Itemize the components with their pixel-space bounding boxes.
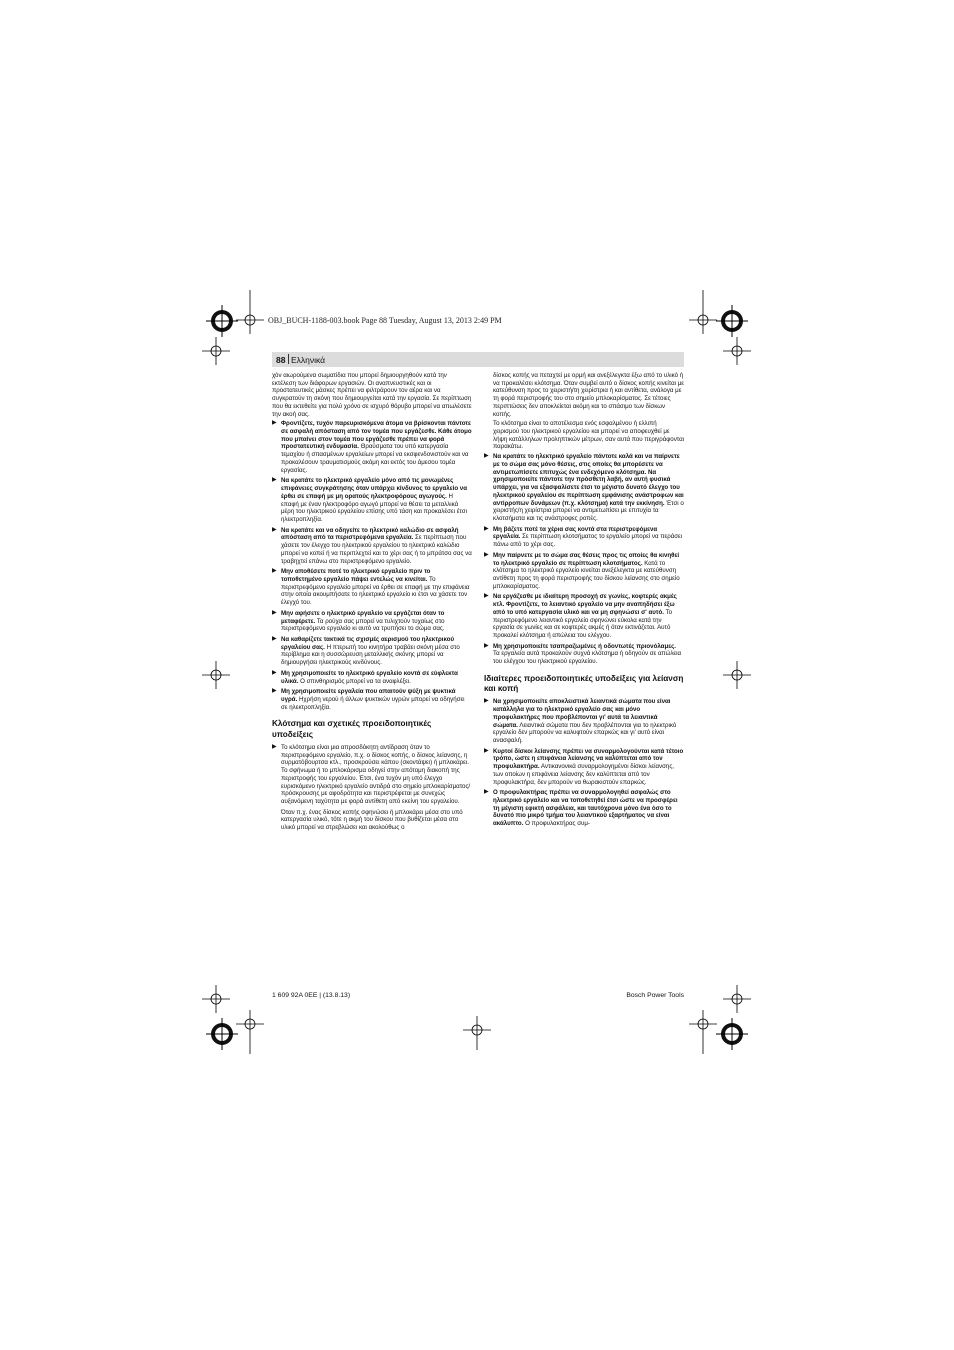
item-text: Ο σπινθηρισμός μπορεί να τα αναφλέξει.: [298, 677, 411, 685]
item-text: Όταν π.χ. ένας δίσκος κοπής σφηνώσει ή μπλοκάρει μέσα στο υπό κατεργασία υλικό, τότε η ακμή του δίσκου που βυθίζεται μέσα στο υλικό μπορεί να στρεβλώσει και ακολούθως ο: [281, 808, 463, 832]
item-text: Σε περίπτωση που χάσετε τον έλεγχο του ηλεκτρικού εργαλείου το ηλεκτρικό καλώδιο μπορεί να κοπεί ή να περιπλεχτεί και το χέρι σας ή το μπράτσο σας να τραβηχτεί επάνω στο περιστρεφόμενο εργαλείο.: [281, 534, 472, 565]
registration-mark-icon: [716, 1018, 748, 1050]
crosshair-icon: [689, 290, 717, 334]
bullet-arrow-icon: ▶: [484, 642, 489, 649]
bullet-arrow-icon: ▶: [272, 609, 277, 616]
item-text: Τα εργαλεία αυτά προκαλούν συχνά κλότσημα ή οδηγούν σε απώλεια του ελέγχου του ηλεκτρικού εργαλείου.: [493, 650, 682, 666]
item-text: Αντικανονικά συναρμολογημένοι δίσκοι λείανσης, των οποίων η επιφάνεια λείανσης δεν καλύπτεται από τον προφυλακτήρα, δεν μπορούν να θωρακιστούν επαρκώς.: [493, 763, 674, 786]
item-text: Το περιστρεφόμενο εργαλείο μπορεί να έρθει σε επαφή με την επιφάνεια στην οποία ακουμπήσατε το ηλεκτρικό εργαλείο κι έτσι να χάσετε τον έλεγχό του.: [281, 575, 470, 607]
bullet-arrow-icon: ▶: [272, 568, 277, 575]
item-text: Τα ρούχα σας μπορεί να τυλιχτούν τυχαίως στο περιστρεφόμενο εργαλείο κι αυτό να τρυπήσει το σώμα σας.: [281, 617, 445, 633]
list-item: [484, 643, 684, 666]
header-divider: [288, 354, 289, 364]
list-item: [272, 670, 472, 685]
item-bold: Μη χρησιμοποιείτε το ηλεκτρικό εργαλείο κοντά σε εύφλεκτα υλικά.: [281, 669, 458, 685]
item-bold: Να κρατάτε και να οδηγείτε το ηλεκτρικό καλώδιο σε ασφαλή απόσταση από τα περιστρεφόμενα εργαλεία.: [281, 526, 459, 542]
continuation: [272, 809, 472, 832]
registration-mark-icon: [206, 1018, 238, 1050]
list-item: [484, 552, 684, 591]
footer-brand: Bosch Power Tools: [626, 992, 684, 999]
crosshair-icon: [723, 337, 751, 365]
list-item: [484, 748, 684, 787]
crosshair-icon: [202, 661, 230, 689]
list-item: [272, 568, 472, 607]
list-item: [484, 698, 684, 744]
list-item: [272, 610, 472, 633]
bullet-arrow-icon: ▶: [484, 789, 489, 796]
bullet-arrow-icon: ▶: [272, 526, 277, 533]
bullet-arrow-icon: ▶: [272, 477, 277, 484]
list-item: [272, 636, 472, 667]
list-item: [484, 526, 684, 549]
item-bold: Μη χρησιμοποιείτε τσαπραζωμένες ή οδοντωτές πριονόλαμες.: [493, 642, 677, 650]
item-text: Θραύσματα του υπό κατεργασία τεμαχίου ή σπασμένων εργαλείων μπορεί να εκσφενδονιστούν και να προκαλέσουν τραυματισμούς ακόμη και εκτός του άμεσου τομέα εργασίας.: [281, 443, 469, 474]
section-heading: Ιδιαίτερες προειδοποιητικές υποδείξεις για λείανση και κοπή: [484, 673, 684, 694]
bullet-arrow-icon: ▶: [272, 420, 277, 427]
crosshair-icon: [689, 1010, 717, 1054]
item-bold: Κυρτοί δίσκοι λείανσης πρέπει να συναρμολογούνται κατά τέτοιο τρόπο, ώστε η επιφάνεια λείανσης να καλύπτεται από τον προφυλακτήρα.: [493, 747, 684, 771]
bullet-arrow-icon: ▶: [272, 743, 277, 750]
item-bold: Μην αποθέσετε ποτέ το ηλεκτρικό εργαλείο πριν το τοποθετημένο εργαλείο πάψει εντελώς να κινείται.: [281, 568, 431, 583]
item-text: Ο προφυλακτήρας συμ-: [523, 820, 590, 828]
list-item: [272, 420, 472, 474]
item-text: Το περιστρεφόμενο λειαντικό εργαλείο σφηνώνει εύκολα κατά την εργασία σε γωνίες και σε κοφτερές ακμές ή όταν εκτινάζεται. Αυτό προκαλεί κλότσημα ή απώλεια του ελέγχου.: [493, 608, 673, 639]
section-language: Ελληνικά: [291, 355, 326, 365]
registration-mark-icon: [206, 305, 238, 337]
crosshair-icon: [723, 985, 751, 1013]
item-bold: Να εργάζεσθε με ιδιαίτερη προσοχή σε γωνίες, κοφτερές ακμές κτλ. Φροντίζετε, το λειαντικό εργαλείο να μην αναπηδήσει έξω από το υπό κατεργασία υλικό και να μη σφηνώσει σ' αυτό.: [493, 593, 677, 616]
list-item: [272, 527, 472, 566]
item-text: Η πτερωτή του κινητήρα τραβάει σκόνη μέσα στο περίβλημα και η συσσώρευση μεταλλικής σκόνης μπορεί να δημιουργήσει ηλεκτρικούς κινδύνους.: [281, 643, 460, 667]
footer-doc-id: 1 609 92A 0EE | (13.8.13): [272, 992, 351, 999]
item-text: Το κλότσημα είναι μια απροσδόκητη αντίδραση όταν το περιστρεφόμενο εργαλείο, π.χ. ο δίσκος κοπής, ο δίσκος λείανσης, η συρματόβουρτσα κτλ., προσκρούσει κάπου (σκοντάψει) ή μπλοκάρει. Το σφήνωμα ή το μπλοκάρισμα οδηγεί στην απότομη διακοπή της περιστροφής του εργαλείου. Έτσι, ένα τυχόν μη υπό έλεγχο ευρισκόμενο ηλεκτρικό εργαλείο αντιδρά στο σημείο μπλοκαρίσματος/πρόσκρουσης με αφοδρότητα και περιστρέφεται με συνεχώς αυξανόμενη ταχύτητα με φορά αντίθετη από εκείνη του εργαλείου.: [281, 743, 471, 805]
intro-paragraph: Το κλότσημα είναι το αποτέλεσμα ενός εσφαλμένου ή ελλιπή χειρισμού του ηλεκτρικού εργαλείου και μπορεί να αποφευχθεί με λήψη κατάλληλων προληπτικών μέτρων, σαν αυτά που περιγράφονται παρακάτω.: [493, 420, 685, 451]
left-column: [272, 372, 472, 834]
bullet-arrow-icon: ▶: [484, 698, 489, 705]
item-text: Λειαντικά σώματα που δεν προβλέπονται για το ηλεκτρικό εργαλείο δεν μπορούν να καλυφτούν επαρκώς και γι' αυτό είναι ανασφαλή.: [493, 721, 677, 744]
item-bold: Να καθαρίζετε τακτικά τις σχισμές αερισμού του ηλεκτρικού εργαλείου σας.: [281, 636, 455, 651]
list-item: [484, 453, 684, 522]
page-header-bar: [272, 352, 684, 367]
item-bold: Μην αφήσετε ο ηλεκτρικό εργαλείο να εργάζεται όταν το μεταφέρετε.: [281, 609, 445, 625]
print-slug: OBJ_BUCH-1188-003.book Page 88 Tuesday, August 13, 2013 2:49 PM: [268, 316, 502, 325]
bullet-arrow-icon: ▶: [484, 525, 489, 532]
bullet-arrow-icon: ▶: [484, 747, 489, 754]
item-bold: Φροντίζετε, τυχόν παρευρισκόμενα άτομα να βρίσκονται πάντοτε σε ασφαλή απόσταση από τον τομέα που εργάζεσθε. Κάθε άτομο που μπαίνει στον τομέα που εργάζεσθε πρέπει να φορά προστατευτική ενδυμασία.: [281, 420, 472, 451]
intro-paragraph: δίσκος κοπής να πεταχτεί με ορμή και ανεξέλεγκτα έξω από το υλικό ή να προκαλέσει κλότσημα. Όταν συμβεί αυτό ο δίσκος κοπής κινείται με κατεύθυνση προς το χειριστή/τη χειρίστρια ή και αντίθετα, ανάλογα με τη φορά περιστροφής του στο σημείο μπλοκαρίσματος. Σε τέτοιες περιπτώσεις δεν αποκλείεται ακόμη και το σπάσιμο των δίσκων κοπής.: [493, 372, 684, 418]
bullet-arrow-icon: ▶: [272, 636, 277, 642]
bullet-arrow-icon: ▶: [484, 453, 489, 460]
list-item: [272, 688, 472, 711]
crosshair-icon: [236, 1010, 264, 1054]
list-item: [272, 744, 472, 806]
item-bold: Μην παίρνετε με το σώμα σας θέσεις προς τις οποίες θα κινηθεί το ηλεκτρικό εργαλείο σε περίπτωση κλοτσήματος.: [493, 551, 680, 567]
list-item: [484, 593, 684, 639]
item-bold: Να χρησιμοποιείτε αποκλειστικά λειαντικά σώματα που είναι κατάλληλα για το ηλεκτρικό εργαλείο σας και μόνο προφυλακτήρες που προβλέπονται γι' αυτά τα λειαντικά σώματα.: [493, 698, 671, 729]
intro-paragraph: χόν αιωρούμενα σωματίδια που μπορεί δημιουργηθούν κατά την εκτέλεση των διάφορων εργασιών. Οι αναπνευστικές και οι προστατευτικές μάσκες πρέπει να φιλτράρουν τον αέρα και να συγκρατούν τη σκόνη που δημιουργείται κατά την εργασία. Σε περίπτωση που θα εκτεθείτε για πολύ χρόνο σε ισχυρό θόρυβο μπορεί να απωλέσετε την ακοή σας.: [272, 372, 472, 418]
page-number: 88: [276, 355, 286, 365]
item-bold: Μη βάζετε ποτέ τα χέρια σας κοντά στα περιστρεφόμενα εργαλεία.: [493, 525, 658, 541]
item-text: Σε περίπτωση κλοτσήματος το εργαλείο μπορεί να περάσει πάνω από το χέρι σας.: [493, 533, 683, 549]
item-text: Ηχρήση νερού ή άλλων ψυκτικών υγρών μπορεί να οδηγήσει σε ηλεκτροπληξία.: [281, 696, 465, 711]
bullet-arrow-icon: ▶: [272, 688, 277, 695]
bullet-arrow-icon: ▶: [484, 593, 489, 600]
crosshair-icon: [202, 985, 230, 1013]
crosshair-icon: [236, 290, 264, 334]
item-bold: Να κρατάτε το ηλεκτρικό εργαλείο μόνο από τις μονωμένες επιφάνειες συγκράτησης όταν υπάρχει κίνδυνος το εργαλείο να έρθει σε επαφή με μη ορατούς ηλεκτροφόρους αγωγούς.: [281, 477, 467, 500]
item-bold: Να κρατάτε το ηλεκτρικό εργαλείο πάντοτε καλά και να παίρνετε με το σώμα σας μόνο θέσεις, στις οποίες θα μπορέσετε να αντιμετωπίσετε επιτυχώς ένα ενδεχόμενο κλότσημα. Να χρησιμοποιείτε πάντοτε την πρόσθετη λαβή, αν αυτή φυσικά υπάρχει, για να εξασφαλίσετε έτσι το μέγιστο δυνατό έλεγχο του ηλεκτρικού εργαλείου σε περίπτωση εμφάνισης ανάστροφων και αντίρροπων δυνάμεων (π.χ. κλότσημα) κατά την εκκίνηση.: [493, 453, 684, 507]
crosshair-icon: [202, 337, 230, 365]
bullet-arrow-icon: ▶: [484, 551, 489, 558]
item-bold: Μη χρησιμοποιείτε εργαλεία που απαιτούν ψύξη με ψυκτικά υγρά.: [281, 688, 456, 704]
crosshair-icon: [723, 661, 751, 689]
crosshair-icon: [463, 1016, 491, 1050]
right-column: [484, 372, 684, 831]
section-heading: Κλότσημα και σχετικές προειδοποιητικές υποδείξεις: [272, 719, 432, 739]
registration-mark-icon: [716, 305, 748, 337]
item-bold: Ο προφυλακτήρας πρέπει να συναρμολογηθεί ασφαλώς στο ηλεκτρικό εργαλείο και να τοποθετηθεί έτσι ώστε να προσφέρει τη μέγιστη εφικτή ασφάλεια, και ταυτόχρονα μόνο ένα όσο το δυνατό πιο μικρό τμήμα του λειαντικού εξαρτήματος να είναι ακάλυπτο.: [493, 789, 678, 828]
continuation: [484, 372, 684, 451]
item-text: Η επαφή με έναν ηλεκτροφόρο αγωγό μπορεί να θέσει τα μεταλλικά μέρη του ηλεκτρικού εργαλείου επίσης υπό τάση και προκαλέσει έτσι ηλεκτροπληξία.: [281, 492, 467, 523]
item-text: Κατά το κλότσημα το ηλεκτρικό εργαλείο κινείται ανεξέλεγκτα με κατεύθυνση αντίθετη προς τη φορά περιστροφής του δίσκου λείανσης στο σημείο μπλοκαρίσματος.: [493, 559, 680, 590]
list-item: [272, 477, 472, 523]
item-text: Έτσι ο χειριστής/η χειρίστρια μπορεί να αντιμετωπίσει με επιτυχία τα κλοτσήματα και τις ανάστροφες ροπές.: [493, 499, 684, 522]
bullet-arrow-icon: ▶: [272, 669, 277, 676]
list-item: [484, 789, 684, 828]
